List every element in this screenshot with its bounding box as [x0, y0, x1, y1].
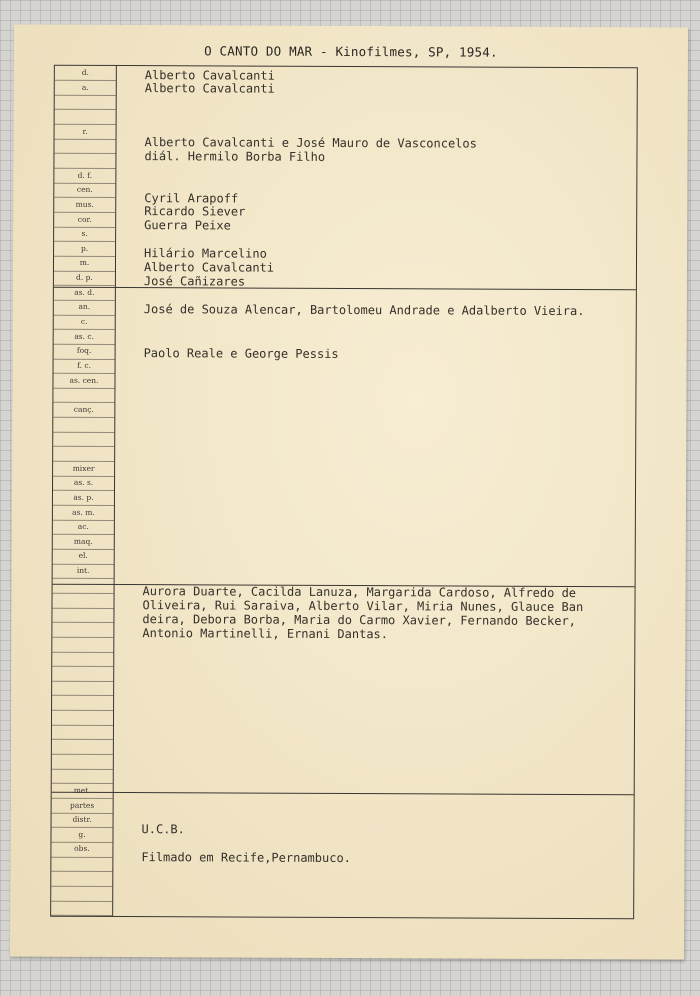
field-label-row: as. p. — [53, 491, 114, 506]
field-label-row: c. — [54, 315, 115, 330]
field-label-row: as. c. — [54, 329, 115, 344]
field-label-row: mus. — [54, 198, 115, 213]
production-director-value: José de Souza Alencar, Bartolomeu Andrade e Adalberto Vieira. — [143, 302, 585, 319]
field-label-row — [52, 754, 113, 769]
field-label-row — [51, 857, 112, 872]
field-label-row — [53, 447, 114, 462]
field-label-row: an. — [54, 300, 115, 315]
field-label-row — [55, 110, 116, 125]
field-label-row: g. — [51, 828, 112, 843]
field-label-row — [53, 578, 114, 593]
screenplay-value: Alberto Cavalcanti e José Mauro de Vasconcelos — [144, 135, 477, 151]
card-title: O CANTO DO MAR - Kinofilmes, SP, 1954. — [204, 43, 498, 60]
field-label-row — [52, 769, 113, 784]
photography-value: Cyril Arapoff — [144, 191, 239, 206]
field-label-row: el. — [53, 549, 114, 564]
cast-line-2: Oliveira, Rui Saraiva, Alberto Vilar, Miria Nunes, Glauce Ban — [142, 598, 584, 615]
field-label-row — [53, 417, 114, 432]
field-label-row: r. — [55, 124, 116, 139]
field-label-row: as. cen. — [53, 373, 114, 388]
field-label-row — [52, 593, 113, 608]
field-label-row — [53, 432, 114, 447]
field-label-row — [54, 139, 115, 154]
field-label-row — [53, 388, 114, 403]
camera-assistant-value: Paolo Reale e George Pessis — [143, 346, 339, 361]
editing-value: José Cañizares — [143, 274, 246, 289]
field-label-row: distr. — [52, 813, 113, 828]
field-label-row — [52, 740, 113, 755]
field-label-row: f. c. — [54, 359, 115, 374]
field-label-row: p. — [54, 242, 115, 257]
field-label-row — [51, 871, 112, 886]
field-label-row: partes — [52, 798, 113, 813]
field-label-row — [55, 95, 116, 110]
music-value: Guerra Peixe — [144, 218, 231, 233]
field-label-row: canç. — [53, 403, 114, 418]
director-value: Alberto Cavalcanti — [144, 68, 275, 83]
field-label-row — [52, 696, 113, 711]
field-label-row: d. f. — [54, 168, 115, 183]
field-label-row: as. m. — [53, 505, 114, 520]
field-label-row: as. s. — [53, 476, 114, 491]
field-label-row: foq. — [54, 344, 115, 359]
producer-value: Alberto Cavalcanti — [143, 260, 275, 275]
observations-value: Filmado em Recife,Pernambuco. — [141, 850, 351, 866]
field-label-row — [52, 681, 113, 696]
sound-value: Hilário Marcelino — [144, 246, 267, 261]
field-label-row: int. — [53, 564, 114, 579]
field-label-row — [51, 901, 112, 916]
field-label-row: d. — [55, 66, 116, 81]
field-label-row: cen. — [54, 183, 115, 198]
field-label-row — [51, 886, 112, 901]
field-label-column — [51, 66, 117, 916]
field-label-row — [52, 608, 113, 623]
section-divider — [54, 287, 636, 291]
field-label-row — [52, 666, 113, 681]
field-label-row: maq. — [53, 535, 114, 550]
card-grid — [50, 65, 638, 920]
field-label-row — [52, 652, 113, 667]
cast-line-4: Antonio Martinelli, Ernani Dantas. — [142, 626, 389, 642]
distributor-value: U.C.B. — [141, 822, 185, 837]
cast-line-1: Aurora Duarte, Cacilda Lanuza, Margarida Cardoso, Alfredo de — [142, 584, 577, 600]
field-label-row — [52, 725, 113, 740]
dialogue-value: diál. Hermilo Borba Filho — [144, 149, 326, 164]
field-label-row: obs. — [51, 842, 112, 857]
section-divider — [52, 792, 634, 796]
field-label-row: as. d. — [54, 285, 115, 300]
scenography-value: Ricardo Siever — [144, 204, 246, 219]
field-label-row — [54, 154, 115, 169]
cast-line-3: deira, Debora Borba, Maria do Carmo Xavier, Fernando Becker, — [142, 612, 576, 628]
field-label-row — [52, 710, 113, 725]
field-label-row: d. p. — [54, 271, 115, 286]
field-label-row: m. — [54, 256, 115, 271]
field-label-row: mixer — [53, 461, 114, 476]
field-label-row: s. — [54, 227, 115, 242]
field-label-row: cor. — [54, 212, 115, 227]
field-label-row: met. — [52, 784, 113, 799]
field-label-row: a. — [55, 80, 116, 95]
argument-value: Alberto Cavalcanti — [144, 81, 275, 96]
field-label-row — [52, 637, 113, 652]
filmography-index-card — [10, 25, 688, 960]
field-label-row: ac. — [53, 520, 114, 535]
field-label-row — [52, 622, 113, 637]
